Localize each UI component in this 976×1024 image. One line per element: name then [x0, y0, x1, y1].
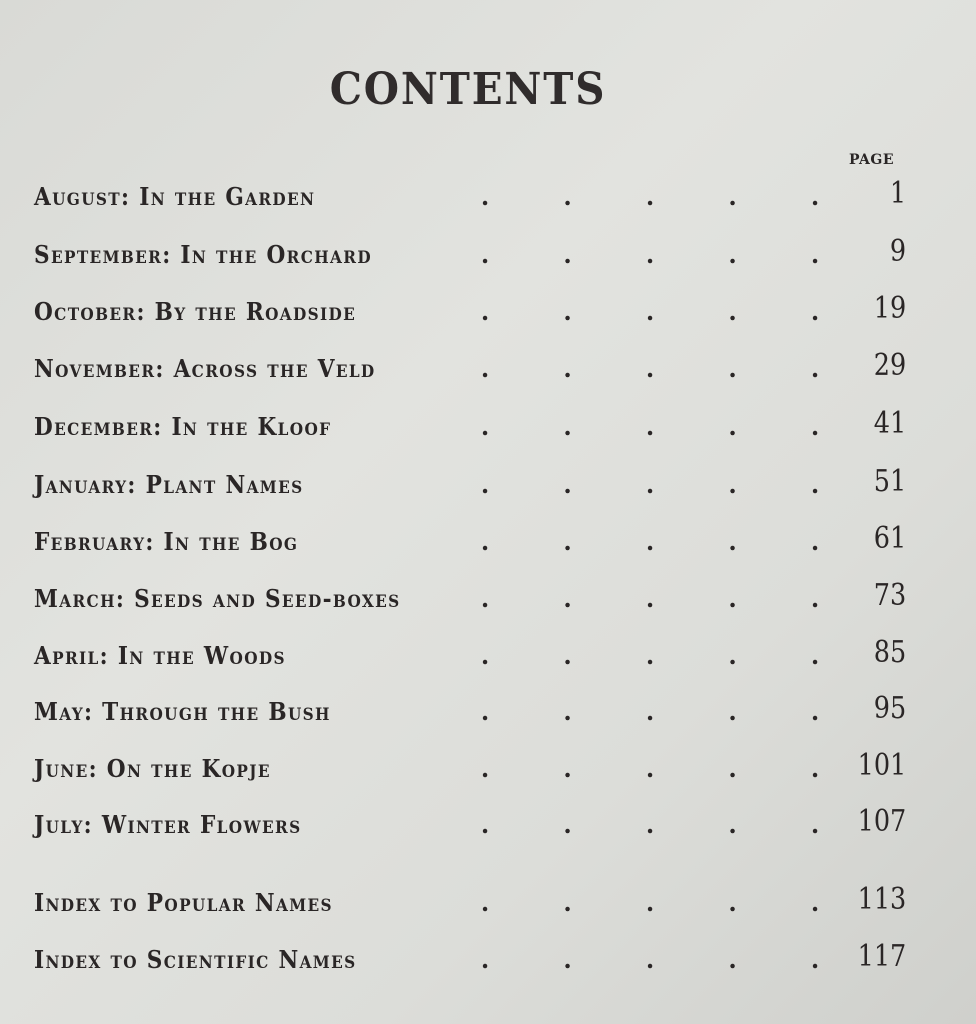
toc-entry	[0, 578, 976, 624]
leader-dot: .	[480, 810, 490, 839]
dot-leader	[480, 182, 820, 211]
leader-dot: .	[480, 412, 490, 441]
toc-entry-title: March: Seeds and Seed-boxes	[34, 584, 401, 613]
toc-entry	[0, 348, 976, 394]
leader-dot: .	[480, 754, 490, 783]
leader-dot: .	[810, 297, 820, 326]
toc-entry-page-number: 107	[857, 804, 906, 839]
leader-dot: .	[810, 182, 820, 211]
toc-entry	[0, 635, 976, 681]
dot-leader	[480, 412, 820, 441]
leader-dot: .	[810, 697, 820, 726]
toc-entry-title: Index to Scientific Names	[34, 945, 357, 974]
dot-leader	[480, 470, 820, 499]
leader-dot: .	[480, 945, 490, 974]
leader-dot: .	[645, 888, 655, 917]
leader-dot: .	[810, 470, 820, 499]
toc-entry-page-number: 113	[857, 882, 906, 917]
leader-dot: .	[728, 810, 737, 839]
dot-leader	[480, 641, 820, 670]
toc-entry-title: July: Winter Flowers	[34, 810, 302, 839]
toc-entry-title: October: By the Roadside	[34, 297, 357, 326]
leader-dot: .	[728, 754, 737, 783]
toc-entry	[0, 804, 976, 850]
toc-entry	[0, 176, 976, 222]
toc-entry-title: February: In the Bog	[34, 527, 299, 556]
leader-dot: .	[480, 182, 490, 211]
leader-dot: .	[728, 945, 737, 974]
leader-dot: .	[645, 182, 655, 211]
dot-leader	[480, 754, 820, 783]
leader-dot: .	[480, 641, 490, 670]
toc-entry-page-number: 85	[873, 635, 906, 670]
leader-dot: .	[645, 527, 655, 556]
leader-dot: .	[563, 810, 572, 839]
leader-dot: .	[480, 297, 490, 326]
toc-entry	[0, 882, 976, 928]
dot-leader	[480, 945, 820, 974]
toc-entry	[0, 521, 976, 567]
dot-leader	[480, 240, 820, 269]
leader-dot: .	[563, 297, 572, 326]
toc-entry	[0, 291, 976, 337]
toc-entry	[0, 939, 976, 985]
leader-dot: .	[645, 240, 655, 269]
leader-dot: .	[480, 527, 490, 556]
leader-dot: .	[810, 412, 820, 441]
leader-dot: .	[563, 412, 572, 441]
toc-entry-title: September: In the Orchard	[34, 240, 372, 269]
leader-dot: .	[728, 527, 737, 556]
leader-dot: .	[810, 584, 820, 613]
leader-dot: .	[728, 584, 737, 613]
leader-dot: .	[810, 754, 820, 783]
leader-dot: .	[728, 470, 737, 499]
toc-entry	[0, 748, 976, 794]
toc-entry-title: January: Plant Names	[34, 470, 304, 499]
leader-dot: .	[645, 297, 655, 326]
leader-dot: .	[563, 697, 572, 726]
leader-dot: .	[480, 470, 490, 499]
leader-dot: .	[728, 182, 737, 211]
dot-leader	[480, 584, 820, 613]
toc-entry	[0, 464, 976, 510]
toc-entry-page-number: 95	[873, 691, 906, 726]
leader-dot: .	[563, 182, 572, 211]
leader-dot: .	[645, 584, 655, 613]
leader-dot: .	[645, 945, 655, 974]
leader-dot: .	[480, 888, 490, 917]
leader-dot: .	[563, 754, 572, 783]
leader-dot: .	[563, 641, 572, 670]
leader-dot: .	[810, 527, 820, 556]
toc-entry-title: June: On the Kopje	[34, 754, 271, 783]
leader-dot: .	[645, 641, 655, 670]
toc-entry-page-number: 101	[857, 748, 906, 783]
leader-dot: .	[728, 240, 737, 269]
leader-dot: .	[563, 888, 572, 917]
toc-entry-title: May: Through the Bush	[34, 697, 331, 726]
toc-entry-page-number: 9	[889, 234, 906, 269]
leader-dot: .	[563, 945, 572, 974]
leader-dot: .	[810, 641, 820, 670]
leader-dot: .	[563, 470, 572, 499]
dot-leader	[480, 697, 820, 726]
leader-dot: .	[810, 945, 820, 974]
toc-entry-page-number: 117	[857, 939, 906, 974]
toc-entry	[0, 234, 976, 280]
toc-entry-page-number: 1	[889, 176, 906, 211]
toc-entry-title: December: In the Kloof	[34, 412, 332, 441]
leader-dot: .	[810, 810, 820, 839]
leader-dot: .	[645, 412, 655, 441]
toc-entry-page-number: 41	[873, 406, 906, 441]
leader-dot: .	[480, 584, 490, 613]
leader-dot: .	[645, 697, 655, 726]
toc-entry	[0, 691, 976, 737]
leader-dot: .	[480, 240, 490, 269]
page-title: CONTENTS	[329, 64, 607, 115]
leader-dot: .	[480, 697, 490, 726]
page-column-label: PAGE	[849, 152, 894, 168]
toc-entry-page-number: 73	[873, 578, 906, 613]
dot-leader	[480, 888, 820, 917]
leader-dot: .	[563, 527, 572, 556]
dot-leader	[480, 297, 820, 326]
leader-dot: .	[645, 810, 655, 839]
leader-dot: .	[563, 354, 572, 383]
leader-dot: .	[728, 412, 737, 441]
dot-leader	[480, 354, 820, 383]
leader-dot: .	[810, 354, 820, 383]
leader-dot: .	[563, 240, 572, 269]
leader-dot: .	[645, 754, 655, 783]
leader-dot: .	[728, 354, 737, 383]
toc-entry-title: Index to Popular Names	[34, 888, 333, 917]
dot-leader	[480, 810, 820, 839]
leader-dot: .	[480, 354, 490, 383]
leader-dot: .	[563, 584, 572, 613]
toc-entry-page-number: 29	[873, 348, 906, 383]
leader-dot: .	[728, 297, 737, 326]
leader-dot: .	[728, 888, 737, 917]
leader-dot: .	[728, 641, 737, 670]
leader-dot: .	[810, 240, 820, 269]
toc-entry	[0, 406, 976, 452]
leader-dot: .	[645, 354, 655, 383]
toc-entry-page-number: 61	[873, 521, 906, 556]
toc-entry-page-number: 19	[873, 291, 906, 326]
leader-dot: .	[810, 888, 820, 917]
toc-entry-page-number: 51	[873, 464, 906, 499]
dot-leader	[480, 527, 820, 556]
leader-dot: .	[645, 470, 655, 499]
toc-entry-title: August: In the Garden	[34, 182, 316, 211]
toc-entry-title: April: In the Woods	[34, 641, 286, 670]
toc-entry-title: November: Across the Veld	[34, 354, 376, 383]
leader-dot: .	[728, 697, 737, 726]
